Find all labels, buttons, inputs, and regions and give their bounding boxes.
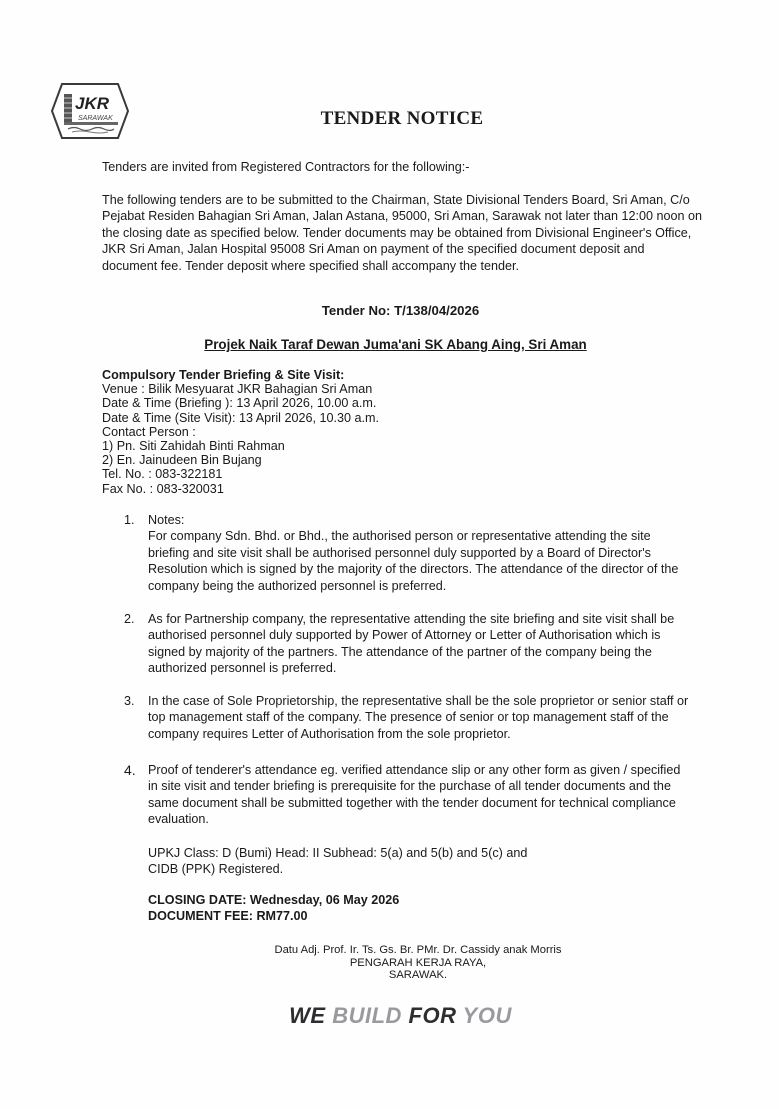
note-number: 4. [124, 762, 136, 778]
submission-paragraph: The following tenders are to be submitted to the Chairman, State Divisional Tenders Board, Sri Aman, C/o Pejabat Residen Bahagian Sri Aman, Jalan Astana, 95000, Sri Aman, Sarawak not later than 12:00 noon on the closing date as specified below. Tender documents may be obtained from Divisional Engineer's Office, JKR Sri Aman, Jalan Hospital 95008 Sri Aman on payment of the specified document deposit and document fee. Tender deposit where specified shall accompany the tender. [102, 193, 703, 273]
briefing-datetime: Date & Time (Briefing ): 13 April 2026, 10.00 a.m. [102, 396, 377, 411]
closing-section [148, 893, 399, 924]
page-title: TENDER NOTICE [320, 108, 484, 129]
contact-person-label: Contact Person : [102, 424, 196, 439]
note-text: For company Sdn. Bhd. or Bhd., the authorised person or representative attending the site briefing and site visit shall be authorised personnel duly supported by a Board of Director's Resolution which is signed by the majority of the directors. The attendance of the director of the company being the authorized personnel is preferred. [148, 529, 679, 593]
briefing-section [102, 368, 502, 496]
fax-number: Fax No. : 083-320031 [102, 481, 224, 496]
slogan-we: WE [289, 1003, 333, 1028]
site-visit-datetime: Date & Time (Site Visit): 13 April 2026, 10.30 a.m. [102, 410, 379, 425]
telephone-number: Tel. No. : 083-322181 [102, 467, 223, 482]
document-fee: DOCUMENT FEE: RM77.00 [148, 908, 308, 923]
note-text: In the case of Sole Proprietorship, the representative shall be the sole proprietor or senior staff or top management staff of the company. The presence of senior or top management staff of the company requires Letter of Authorisation from the sole proprietor. [148, 694, 689, 741]
signatory-position: PENGARAH KERJA RAYA, [349, 956, 487, 969]
signature-block [250, 944, 586, 982]
cidb-registration: CIDB (PPK) Registered. [148, 862, 284, 877]
note-text: As for Partnership company, the representative attending the site briefing and site visit shall be authorised personnel duly supported by Power of Attorney or Letter of Authorisation which is signed by majority of the partners. The attendance of the partner of the company being the authorized personnel is preferred. [148, 612, 675, 676]
slogan-you: YOU [462, 1003, 512, 1028]
briefing-venue: Venue : Bilik Mesyuarat JKR Bahagian Sri Aman [102, 382, 373, 397]
contact-person-1: 1) Pn. Siti Zahidah Binti Rahman [102, 439, 285, 454]
intro-text: Tenders are invited from Registered Contractors for the following:- [102, 160, 470, 174]
upkj-class: UPKJ Class: D (Bumi) Head: II Subhead: 5(a) and 5(b) and 5(c) and [148, 846, 528, 860]
tender-number: Tender No: T/138/04/2026 [321, 303, 480, 318]
svg-text:JKR: JKR [75, 94, 110, 113]
note-number: 3. [124, 694, 135, 708]
slogan-build: BUILD [332, 1003, 409, 1028]
note-text: Proof of tenderer's attendance eg. verified attendance slip or any other form as given / specified in site visit and tender briefing is prerequisite for the purchase of all tender documents and the same document shall be submitted together with the tender document for technical compliance evaluation. [148, 763, 681, 827]
closing-date: CLOSING DATE: Wednesday, 06 May 2026 [148, 893, 400, 907]
briefing-heading: Compulsory Tender Briefing & Site Visit: [102, 368, 345, 382]
note-number: 1. [124, 513, 135, 527]
svg-text:SARAWAK: SARAWAK [78, 115, 113, 122]
note-title: Notes: [148, 513, 185, 527]
signatory-name: Datu Adj. Prof. Ir. Ts. Gs. Br. PMr. Dr. Cassidy anak Morris [274, 944, 562, 956]
contact-person-2: 2) En. Jainudeen Bin Bujang [102, 453, 262, 468]
signatory-location: SARAWAK. [388, 969, 448, 982]
slogan-for: FOR [408, 1003, 463, 1028]
slogan [0, 1003, 779, 1028]
note-number: 2. [124, 612, 135, 626]
project-title: Projek Naik Taraf Dewan Juma'ani SK Abang Aing, Sri Aman [204, 337, 587, 352]
